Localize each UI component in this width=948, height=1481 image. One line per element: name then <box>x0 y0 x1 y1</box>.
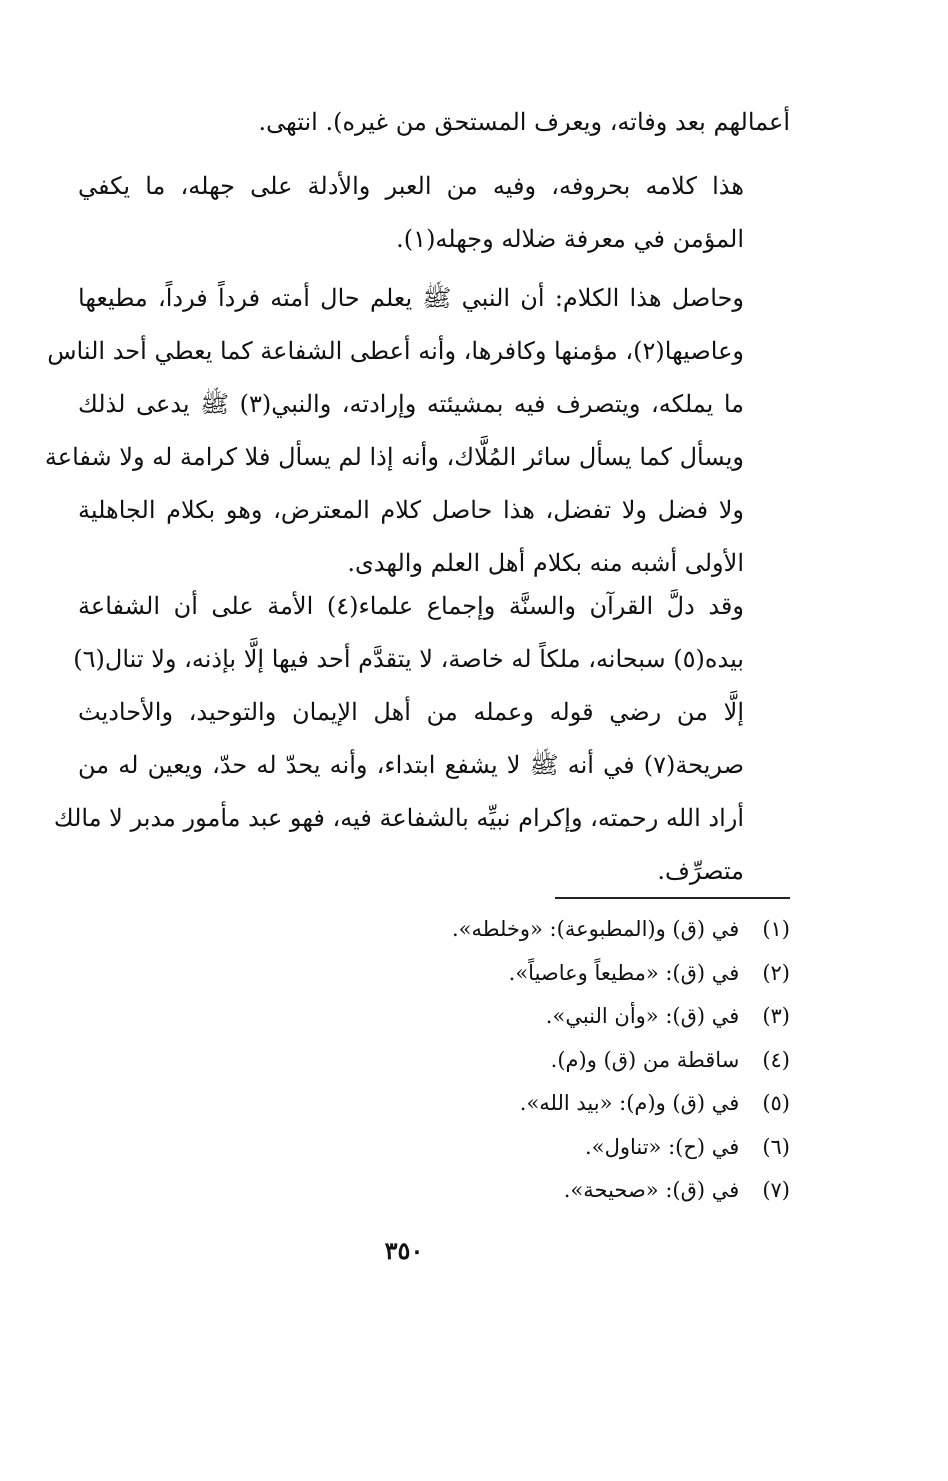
page-number: ٣٥٠ <box>384 1236 424 1265</box>
continuation-paragraph <box>78 96 790 149</box>
paragraph-3 <box>53 580 790 898</box>
footnote-text: في (ق): «مطيعاً وعاصياً». <box>508 960 740 985</box>
paragraph-line: إلَّا من رضي قوله وعمله من أهل الإيمان والتوحيد، والأحاديث <box>78 698 744 726</box>
paragraph-2 <box>44 272 790 590</box>
footnote-item <box>300 1039 790 1083</box>
paragraph-line: الأولى أشبه منه بكلام أهل العلم والهدى. <box>347 549 744 577</box>
footnote-number: (٧) <box>762 1178 790 1202</box>
footnote-item <box>300 995 790 1039</box>
paragraph-line: المؤمن في معرفة ضلاله وجهله(١). <box>396 225 744 253</box>
paragraph-line: بيده(٥) سبحانه، ملكاً له خاصة، لا يتقدَّم أحد فيها إلَّا بإذنه، ولا تنال(٦) <box>73 645 744 673</box>
paragraph-line: صريحة(٧) في أنه ﷺ لا يشفع ابتداء، وأنه يحدّ له حدّ، ويعين له من <box>78 751 744 779</box>
paragraph-line: وعاصيها(٢)، مؤمنها وكافرها، وأنه أعطى الشفاعة كما يعطي أحد الناس <box>47 337 744 365</box>
paragraph-line: متصرِّف. <box>657 857 744 885</box>
paragraph-line: وقد دلَّ القرآن والسنَّة وإجماع علماء(٤) الأمة على أن الشفاعة <box>78 592 744 620</box>
paragraph-line: ما يملكه، ويتصرف فيه بمشيئته وإرادته، والنبي(٣) ﷺ يدعى لذلك <box>78 390 745 418</box>
footnote-text: ساقطة من (ق) و(م). <box>550 1047 740 1072</box>
paragraph-line: هذا كلامه بحروفه، وفيه من العبر والأدلة على جهله، ما يكفي <box>78 172 744 200</box>
footnote-item <box>300 1126 790 1170</box>
paragraph-1 <box>78 160 790 266</box>
footnote-item <box>300 908 790 952</box>
footnote-text: في (ق) و(المطبوعة): «وخلطه». <box>451 917 740 941</box>
paragraph-line: وحاصل هذا الكلام: أن النبي ﷺ يعلم حال أمته فرداً فرداً، مطيعها <box>78 284 744 312</box>
footnote-item <box>300 1169 790 1213</box>
footnote-number: (٥) <box>762 1091 790 1115</box>
continuation-line: أعمالهم بعد وفاته، ويعرف المستحق من غيره). انتهى. <box>258 108 790 136</box>
footnote-number: (٤) <box>762 1047 790 1072</box>
footnote-number: (١) <box>762 917 790 941</box>
footnote-text: في (ق) و(م): «بيد الله». <box>519 1091 740 1115</box>
footnote-text: في (ق): «وأن النبي». <box>545 1004 740 1028</box>
footnote-item <box>300 952 790 996</box>
footnote-text: في (ق): «صحيحة». <box>563 1178 740 1202</box>
footnote-number: (٢) <box>762 960 790 985</box>
paragraph-line: ويسأل كما يسأل سائر المُلَّاك، وأنه إذا لم يسأل فلا كرامة له ولا شفاعة <box>44 443 744 471</box>
footnote-item <box>300 1082 790 1126</box>
footnote-number: (٣) <box>762 1004 790 1028</box>
footnote-divider <box>555 897 790 899</box>
paragraph-line: أراد الله رحمته، وإكرام نبيِّه بالشفاعة فيه، فهو عبد مأمور مدبر لا مالك <box>53 804 744 832</box>
footnote-text: في (ح): «تناول». <box>585 1134 740 1159</box>
paragraph-line: ولا فضل ولا تفضل، هذا حاصل كلام المعترض، وهو بكلام الجاهلية <box>78 496 744 524</box>
footnote-number: (٦) <box>762 1134 790 1159</box>
footnotes-list <box>300 908 790 1213</box>
